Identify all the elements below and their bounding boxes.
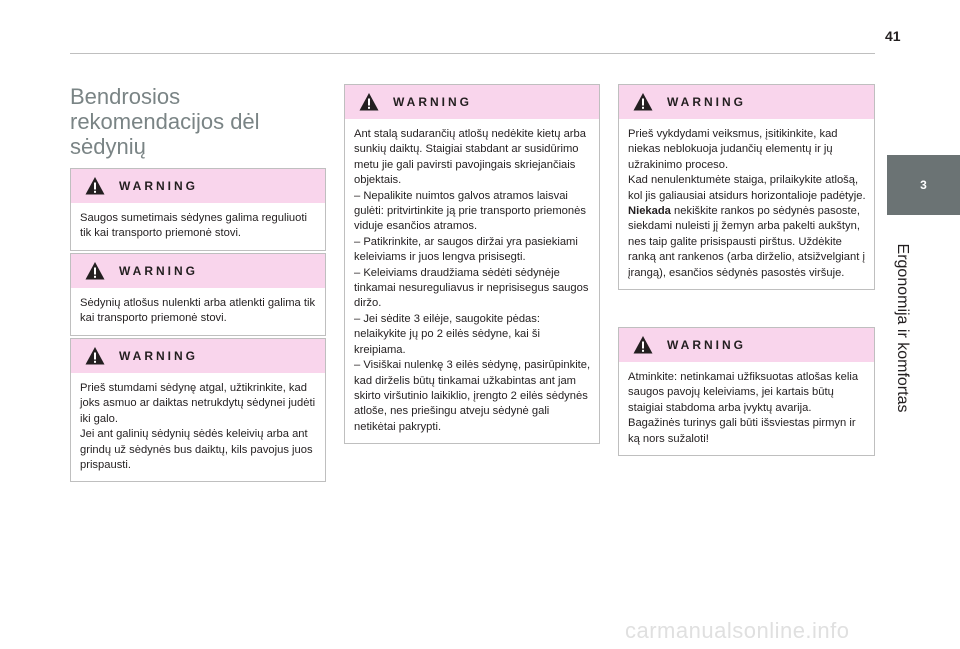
warning-banner bbox=[345, 85, 599, 119]
warning-banner bbox=[71, 169, 325, 203]
warning-label: WARNING bbox=[119, 264, 198, 278]
warning-box-1 bbox=[70, 168, 326, 251]
warning-text-part: nekiškite rankos po sėdynės pasoste, siekdami nuleisti jį žemyn arba pakelti aukštyn, nes taip galite prisispausti pirštus. Uždėkite ranką ant rankenos (arba dirželio, atsižvelgiant į įrangą), esančios sėdynės pasostės viršuje. bbox=[628, 205, 865, 279]
warning-label: WARNING bbox=[667, 95, 746, 109]
warning-box-4 bbox=[344, 84, 600, 444]
watermark: carmanualsonline.info bbox=[625, 618, 850, 643]
top-rule bbox=[70, 53, 875, 54]
warning-triangle-icon bbox=[633, 335, 653, 355]
warning-banner bbox=[619, 85, 874, 119]
chapter-tab[interactable]: 3 bbox=[887, 155, 960, 215]
warning-triangle-icon bbox=[633, 92, 653, 112]
warning-label: WARNING bbox=[667, 338, 746, 352]
warning-text: Sėdynių atlošus nulenkti arba atlenkti galima tik kai transporto priemonė stovi. bbox=[80, 297, 316, 325]
warning-triangle-icon bbox=[85, 176, 105, 196]
warning-label: WARNING bbox=[119, 349, 198, 363]
warning-box-6 bbox=[618, 327, 875, 456]
warning-box-2 bbox=[70, 253, 326, 336]
page-title: Bendrosios rekomendacijos dėl sėdynių bbox=[70, 84, 260, 159]
chapter-title-text: Ergonomija ir komfortas bbox=[894, 243, 911, 413]
warning-banner bbox=[619, 328, 874, 362]
warning-triangle-icon bbox=[85, 346, 105, 366]
warning-banner bbox=[71, 254, 325, 288]
chapter-title bbox=[887, 218, 917, 438]
warning-box-5 bbox=[618, 84, 875, 290]
warning-text: Ant stalą sudarančių atlošų nedėkite kietų arba sunkių daiktų. Staigiai stabdant ar susidūrimo metu jie gali pavirsti pavojingais skriejančiais objektais. – Nepalikite nuimtos galvos atramos laisvai gulėti: pritvirtinkite ją prie transporto priemonės viduje esančios atramos. – Patikrinkite, ar saugos diržai yra pasiekiami keleiviams ir juos lengva prisisegti. – Keleiviams draudžiama sėdėti sėdynėje tinkamai nesureguliavus ir neprisisegus saugos diržo. – Jei sėdite 3 eilėje, saugokite pėdas: nelaikykite jų po 2 eilės sėdyne, kai ši kreipiama. – Visiškai nulenkę 3 eilės sėdynę, pasirūpinkite, kad dirželis būtų tinkamai užkabintas ant jam skirto viršutinio laikiklio, įrengto 2 eilės sėdynės atloše, nes priešingu atveju sėdynė gali netikėtai pakrypti. bbox=[354, 128, 591, 433]
warning-triangle-icon bbox=[85, 261, 105, 281]
warning-box-3 bbox=[70, 338, 326, 482]
warning-label: WARNING bbox=[119, 179, 198, 193]
warning-emphasis: Niekada bbox=[628, 205, 671, 218]
warning-text: Saugos sumetimais sėdynes galima reguliuoti tik kai transporto priemonė stovi. bbox=[80, 212, 307, 240]
warning-text: Prieš stumdami sėdynę atgal, užtikrinkite, kad joks asmuo ar daiktas netrukdytų sėdynei judėti iki galo. Jei ant galinių sėdynių sėdės keleivių arba ant grindų už sėdynės bus daiktų, kils pavojus juos prispausti. bbox=[80, 382, 316, 472]
warning-text bbox=[628, 127, 866, 281]
warning-text: Atminkite: netinkamai užfiksuotas atlošas kelia saugos pavojų keleiviams, jei kartais būtų staigiai stabdoma arba įvyktų avarija. Bagažinės turinys gali būti išsviestas pirmyn ir ką nors sužaloti! bbox=[628, 371, 859, 445]
warning-banner bbox=[71, 339, 325, 373]
warning-label: WARNING bbox=[393, 95, 472, 109]
page-number: 41 bbox=[885, 28, 901, 44]
warning-text-part: Prieš vykdydami veiksmus, įsitikinkite, kad niekas neblokuoja judančių elementų ir jų užrakinimo proceso. Kad nenulenktumėte staiga, prilaikykite atlošą, kol jis galiausiai atsidurs horizontalioje padėtyje. bbox=[628, 128, 866, 202]
warning-triangle-icon bbox=[359, 92, 379, 112]
